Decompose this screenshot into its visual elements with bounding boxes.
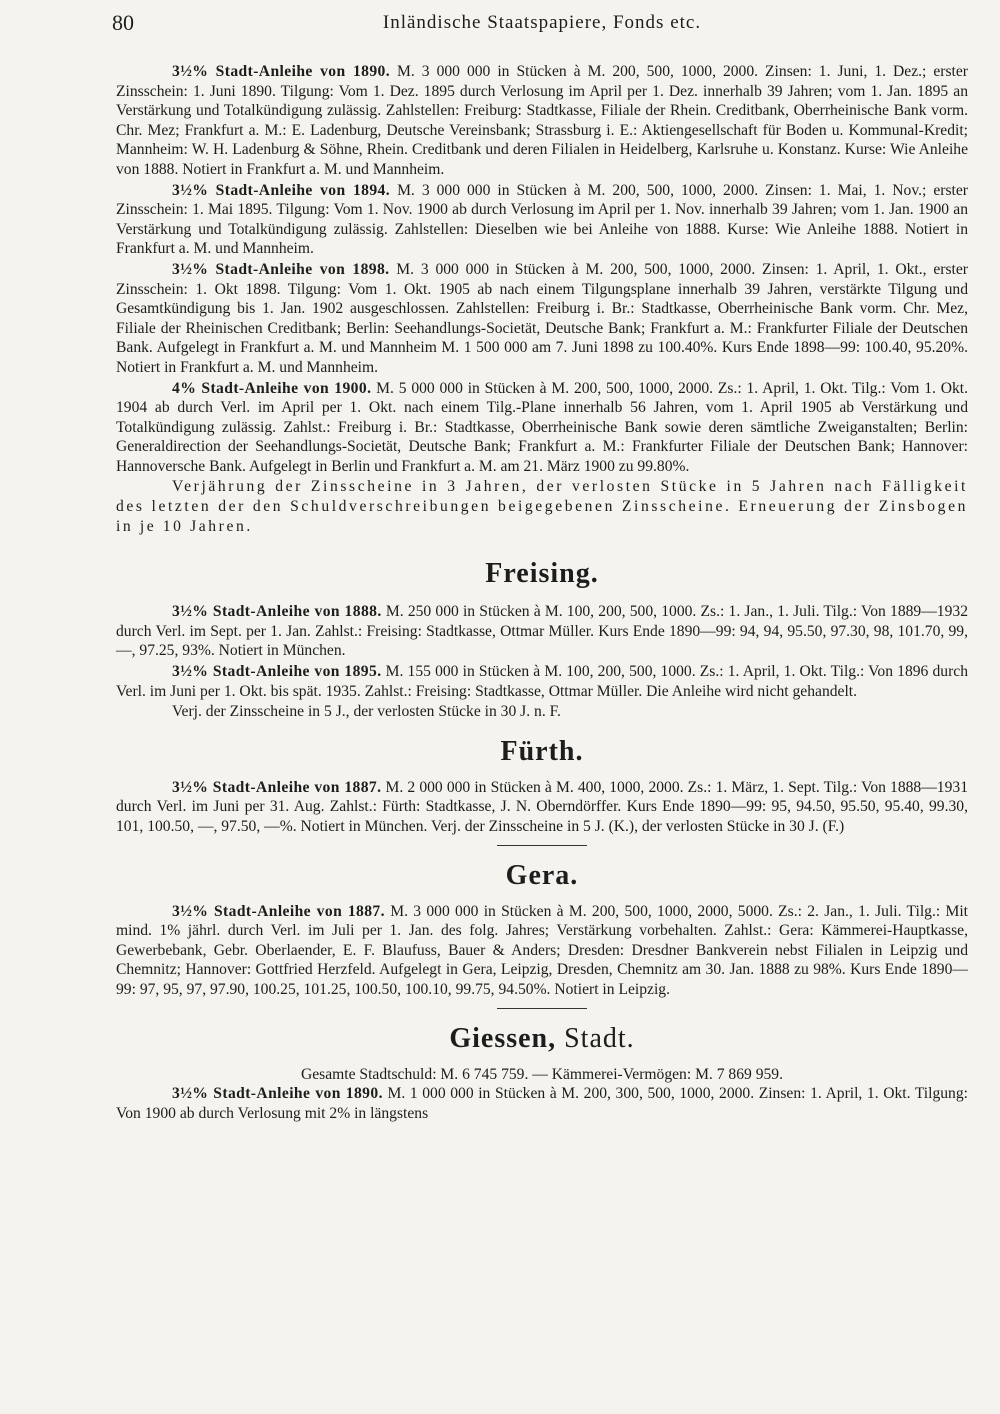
loan-heading: 3½% Stadt-Anleihe von 1898. — [172, 260, 390, 278]
page-content — [116, 62, 968, 1124]
loan-heading: 3½% Stadt-Anleihe von 1890. — [172, 63, 391, 80]
debt-summary: Gesamte Stadtschuld: M. 6 745 759. — Kämmerei-Vermögen: M. 7 869 959. — [300, 1065, 784, 1083]
loan-text: M. 1 000 000 in Stücken à M. 200, 300, 500, 1000, 2000. Zinsen: 1. April, 1. Okt. Tilgung: Von 1900 ab durch Verlosung mit 2% in längstens — [116, 1085, 968, 1122]
loan-text: M. 3 000 000 in Stücken à M. 200, 500, 1000, 2000. Zinsen: 1. April, 1. Okt., erster Zinsschein: 1. Okt 1898. Tilgung: Vom 1. Okt. 1905 ab nach einem Tilgungsplane innerhalb 39 Jahren, verstärkte Tilgung und Gesamtkündigung bis 1. Jan. 1902 ausgeschlossen. Zahlstellen: Freiburg i. Br.: Stadtkasse, Oberrheinische Bank vorm. Chr. Mez, Filiale der Rheinischen Creditbank; Berlin: Seehandlungs-Societät, Deutsche Bank; Frankfurt a. M.: Frankfurter Filiale der Deutschen Bank. Aufgelegt in Frankfurt a. M. und Mannheim M. 1 500 000 am 7. Juni 1898 zu 100.40%. Kurs Ende 1898—99: 100.40, 95.20%. Notiert in Frankfurt a. M. und Mannheim. — [116, 260, 968, 376]
loan-text: M. 5 000 000 in Stücken à M. 200, 500, 1000, 2000. Zs.: 1. April, 1. Okt. Tilg.: Vom 1. Okt. 1904 ab durch Verl. im April per 1. Okt. nach einem Tilg.-Plane innerhalb 56 Jahren, vom 1. April 1905 ab Verstärkung und Totalkündigung zulässig. Zahlst.: Freiburg i. Br.: Stadtkasse, Oberrheinische Bank sowie deren sämtliche Zweiganstalten; Berlin: Generaldirection der Seehandlungs-Societät, Deutsche Bank; Frankfurt a. M.: Frankfurter Filiale der Deutschen Bank; Hannover: Hannoversche Bank. Aufgelegt in Berlin und Frankfurt a. M. am 21. März 1900 zu 99.80%. — [116, 379, 968, 475]
loan-heading: 3½% Stadt-Anleihe von 1887. — [172, 902, 385, 920]
city-name: Giessen, — [449, 1022, 557, 1054]
running-title: Inländische Staatspapiere, Fonds etc. — [382, 12, 702, 33]
city-heading-giessen — [116, 1023, 968, 1055]
loan-heading: 3½% Stadt-Anleihe von 1895. — [172, 663, 382, 681]
loan-entry — [116, 62, 968, 180]
loan-entry — [116, 902, 968, 1000]
loan-entry — [116, 778, 968, 837]
loan-text: M. 3 000 000 in Stücken à M. 200, 500, 1000, 2000, 5000. Zs.: 2. Jan., 1. Juli. Tilg.: Mit mind. 1% jährl. durch Verl. im Juli per 1. Jan. des folg. Jahres; Verstärkung vorbehalten. Zahlst.: Gera: Kämmerei-Hauptkasse, Gewerbebank, Gebr. Oberlaender, E. F. Blaufuss, Bauer & Anders; Dresden: Dresdner Bankverein nebst Filialen in Leipzig und Chemnitz; Hannover: Gottfried Herzfeld. Aufgelegt in Gera, Leipzig, Dresden, Chemnitz am 30. Jan. 1888 zu 98%. Kurs Ende 1890—99: 97, 95, 97, 97.90, 100.25, 101.25, 100.50, 100.10, 99.75, 94.50%. Notiert in Leipzig. — [116, 902, 968, 998]
city-heading-freising: Freising. — [485, 558, 599, 590]
loan-entry — [116, 662, 968, 701]
prescription-note-text: Verj. der Zinsscheine in 5 J., der verlosten Stücke in 30 J. n. F. — [172, 703, 561, 721]
loan-text: M. 155 000 in Stücken à M. 100, 200, 500, 1000. Zs.: 1. April, 1. Okt. Tilg.: Von 1896 durch Verl. im Juni per 1. Okt. bis spät. 1935. Zahlst.: Freising: Stadtkasse, Ottmar Müller. Die Anleihe wird nicht gehandelt. — [116, 663, 968, 700]
section-divider — [497, 1008, 587, 1009]
loan-entry — [116, 181, 968, 259]
prescription-note — [116, 702, 968, 722]
loan-entry — [116, 602, 968, 661]
loan-entry — [116, 260, 968, 378]
city-heading-gera: Gera. — [505, 859, 579, 891]
loan-entry — [116, 1084, 968, 1123]
city-heading-fuerth: Fürth. — [500, 735, 584, 767]
page-number: 80 — [112, 10, 134, 35]
loan-text: M. 3 000 000 in Stücken à M. 200, 500, 1000, 2000. Zinsen: 1. Juni, 1. Dez.; erster Zinsschein: 1. Juni 1890. Tilgung: Vom 1. Dez. 1895 durch Verlosung im April per 1. Dez. innerhalb 39 Jahren; vom 1. Jan. 1895 an Verstärkung und Totalkündigung zulässig. Zahlstellen: Freiburg: Stadtkasse, Filiale der Rhein. Creditbank, Oberrheinische Bank vorm. Chr. Mez; Frankfurt a. M.: E. Ladenburg, Deutsche Vereinsbank; Strassburg i. E.: Aktiengesellschaft für Boden u. Kommunal-Kredit; Mannheim: W. H. Ladenburg & Söhne, Rhein. Creditbank und deren Filialen in Heidelberg, Karlsruhe u. Konstanz. Kurse: Wie Anleihe von 1888. Notiert in Frankfurt a. M. und Mannheim. — [116, 63, 968, 178]
loan-heading: 3½% Stadt-Anleihe von 1888. — [172, 603, 382, 621]
loan-heading: 3½% Stadt-Anleihe von 1887. — [172, 778, 382, 796]
city-subtitle: Stadt. — [564, 1022, 635, 1054]
loan-heading: 3½% Stadt-Anleihe von 1894. — [172, 181, 391, 199]
loan-text: M. 250 000 in Stücken à M. 100, 200, 500, 1000. Zs.: 1. Jan., 1. Juli. Tilg.: Von 1889—1932 durch Verl. im Sept. per 1. Jan. Zahlst.: Freising: Stadtkasse, Ottmar Müller. Kurs Ende 1890—99: 94, 94, 95.50, 97.30, 98, 101.70, 99, —, 97.25, 93%. Notiert in München. — [116, 603, 968, 660]
loan-heading: 3½% Stadt-Anleihe von 1890. — [172, 1085, 383, 1103]
loan-entry — [116, 379, 968, 477]
loan-heading: 4% Stadt-Anleihe von 1900. — [172, 379, 372, 397]
loan-text: M. 3 000 000 in Stücken à M. 200, 500, 1000, 2000. Zinsen: 1. Mai, 1. Nov.; erster Zinsschein: 1. Mai 1895. Tilgung: Vom 1. Nov. 1900 ab durch Verlosung im April per 1. Nov. innerhalb 39 Jahren; vom 1. Jan. 1900 an Verstärkung und Totalkündigung zulässig. Zahlstellen: Dieselben wie bei Anleihe von 1888. Kurse: Wie Anleihe 1888. Notiert in Frankfurt a. M. und Mannheim. — [116, 181, 968, 258]
loan-text: M. 2 000 000 in Stücken à M. 400, 1000, 2000. Zs.: 1. März, 1. Sept. Tilg.: Von 1888—1931 durch Verl. im Juni per 31. Aug. Zahlst.: Fürth: Stadtkasse, J. N. Oberndörffer. Kurs Ende 1890—99: 95, 94.50, 95.50, 95.40, 99.30, 101, 100.50, —, 97.50, —%. Notiert in München. Verj. der Zinsscheine in 5 J. (K.), der verlosten Stücke in 30 J. (F.) — [116, 778, 968, 835]
prescription-note — [116, 477, 968, 536]
prescription-note-text: Verjährung der Zinsscheine in 3 Jahren, der verlosten Stücke in 5 Jahren nach Fälligkeit des letzten der den Schuldverschreibungen beigegebenen Zinsscheine. Erneuerung der Zinsbogen in je 10 Jahren. — [116, 478, 968, 535]
running-header — [112, 10, 972, 38]
section-divider — [497, 845, 587, 846]
